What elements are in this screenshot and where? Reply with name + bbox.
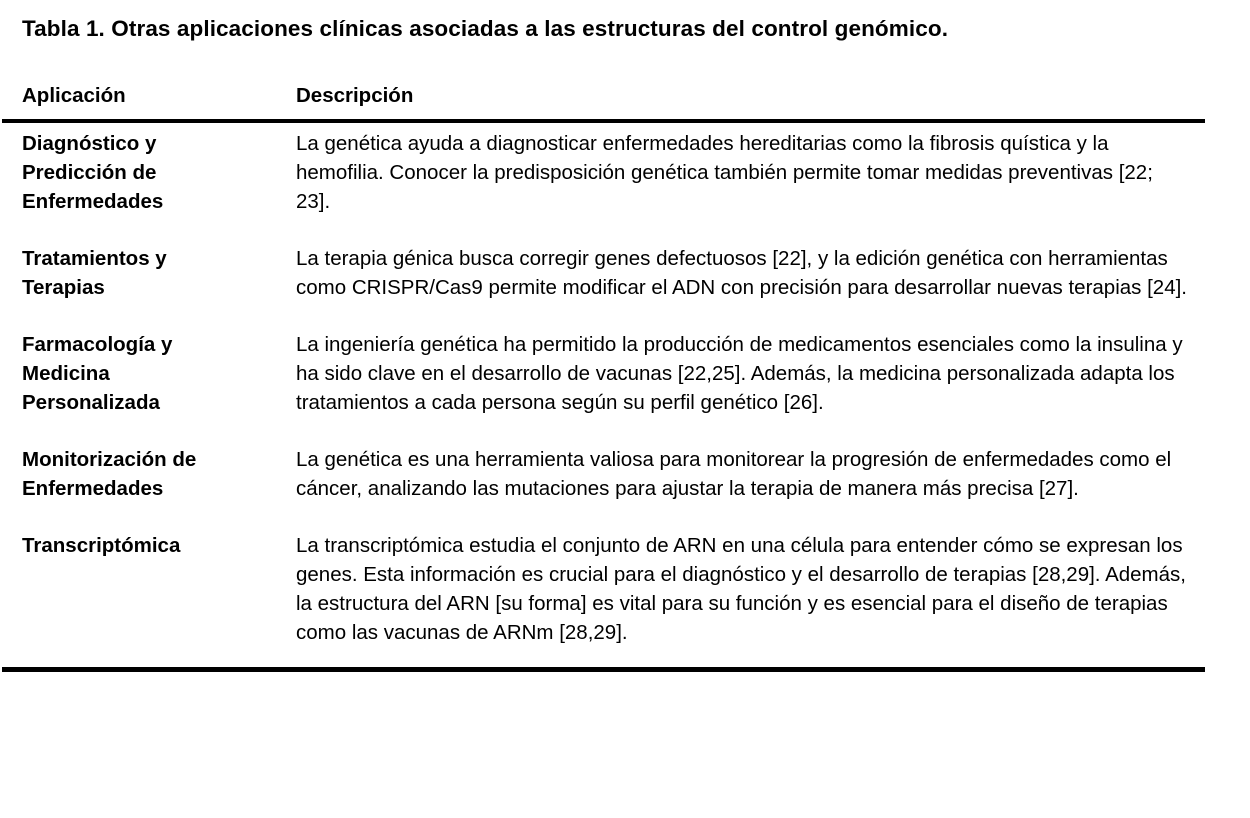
column-header-aplicacion: Aplicación [22, 84, 126, 107]
descripcion-cell: La genética ayuda a diagnosticar enfermedades hereditarias como la fibrosis quística y la hemofilia. Conocer la predisposición genética también permite tomar medidas preventivas [22; 23]. [296, 132, 1153, 213]
column-header-descripcion: Descripción [296, 84, 414, 107]
descripcion-cell: La transcriptómica estudia el conjunto de ARN en una célula para entender cómo se expresan los genes. Esta información es crucial para el diagnóstico y el desarrollo de terapias [28,29]. Además, la estructura del ARN [su forma] es vital para su función y es esencial para el diseño de terapias como las vacunas de ARNm [28,29]. [296, 534, 1186, 644]
table-caption: Tabla 1. Otras aplicaciones clínicas asociadas a las estructuras del control genómico. [22, 16, 949, 41]
aplicacion-cell: Farmacología y Medicina Personalizada [22, 333, 173, 414]
descripcion-cell: La terapia génica busca corregir genes defectuosos [22], y la edición genética con herramientas como CRISPR/Cas9 permite modificar el ADN con precisión para desarrollar nuevas terapias [24]. [296, 247, 1187, 299]
table-row [22, 330, 1205, 417]
table-bottom-rule [2, 667, 1205, 672]
table-row [22, 531, 1205, 647]
aplicacion-cell: Transcriptómica [22, 534, 181, 557]
table-row [22, 244, 1205, 302]
descripcion-cell: La ingeniería genética ha permitido la producción de medicamentos esenciales como la insulina y ha sido clave en el desarrollo de vacunas [22,25]. Además, la medicina personalizada adapta los tratamientos a cada persona según su perfil genético [26]. [296, 333, 1183, 414]
table-row [22, 445, 1205, 503]
table-body [22, 123, 1205, 647]
aplicacion-cell: Tratamientos y Terapias [22, 247, 167, 299]
table-row [22, 129, 1205, 216]
descripcion-cell: La genética es una herramienta valiosa para monitorear la progresión de enfermedades como el cáncer, analizando las mutaciones para ajustar la terapia de manera más precisa [27]. [296, 448, 1172, 500]
aplicacion-cell: Diagnóstico y Predicción de Enfermedades [22, 132, 164, 213]
aplicacion-cell: Monitorización de Enfermedades [22, 448, 197, 500]
table-header-row [22, 82, 1205, 110]
